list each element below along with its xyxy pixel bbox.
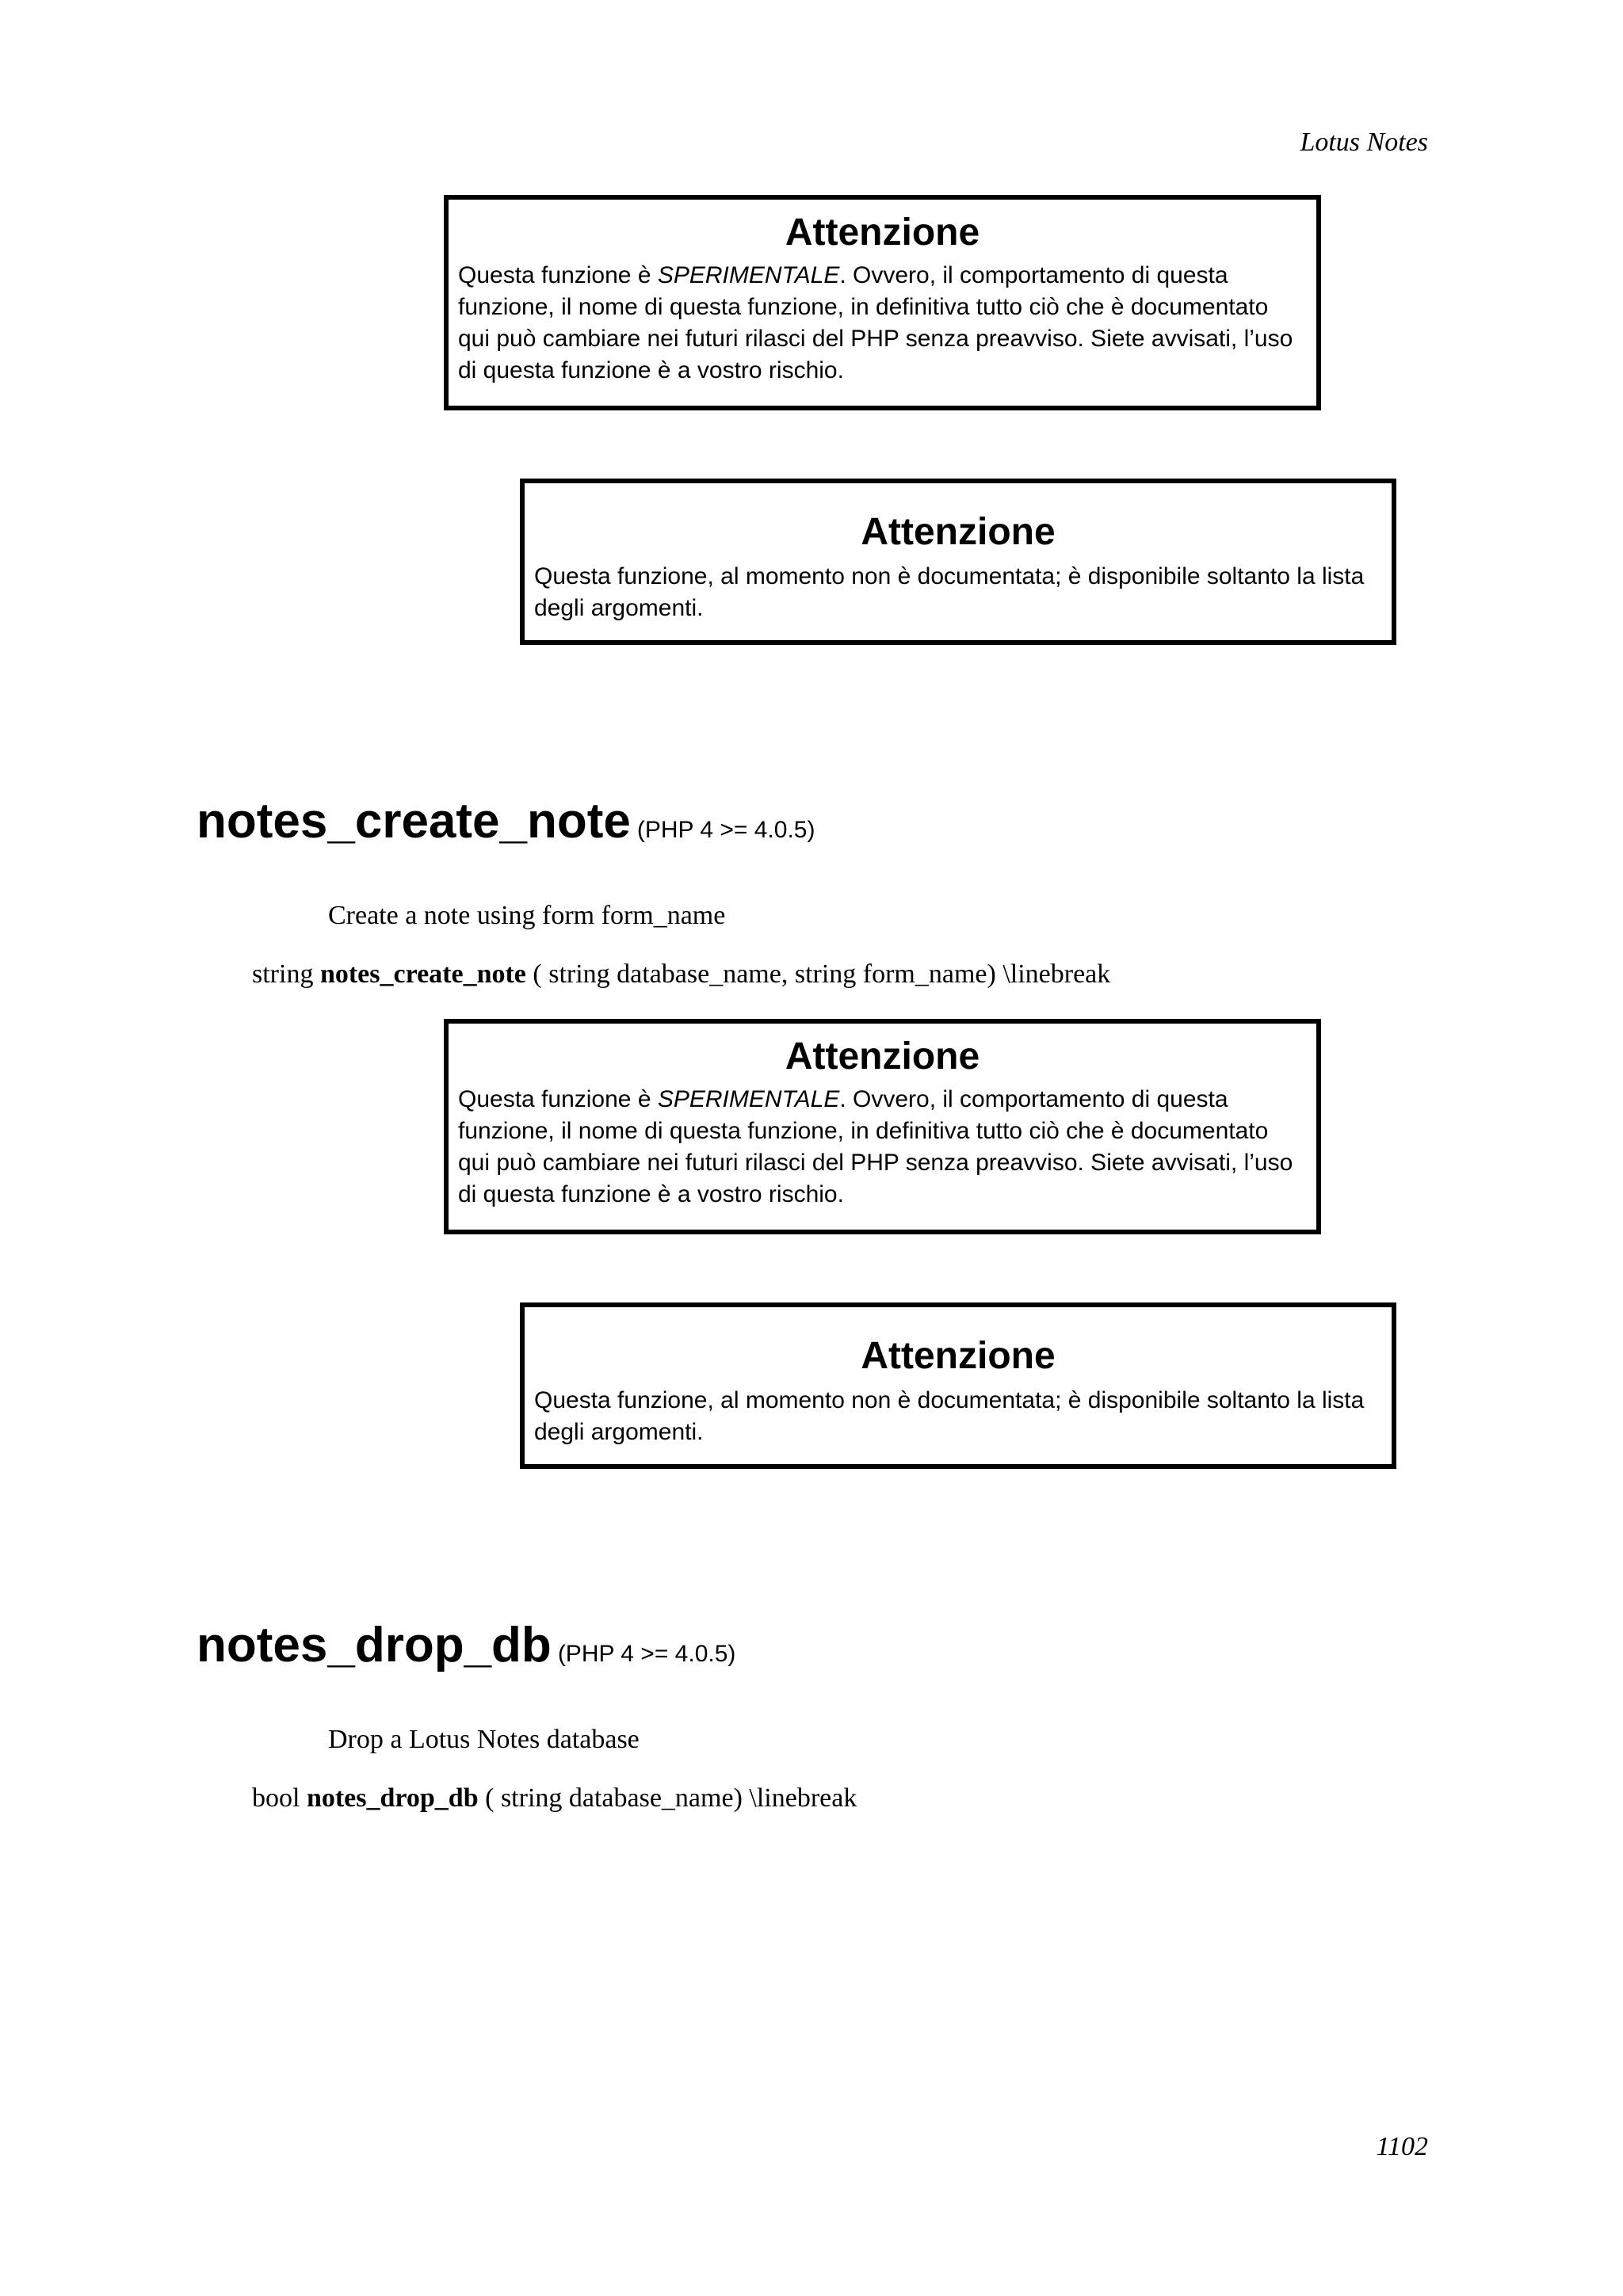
- warning-text: Questa funzione è SPERIMENTALE. Ovvero, il comportamento di questa funzione, il nome di questa funzione, in definitiva tutto ciò che è documentato qui può cambiare nei futuri rilasci del PHP senza preavviso. Siete avvisati, l’uso di questa funzione è a vostro rischio.: [458, 1086, 1293, 1207]
- function-name: notes_create_note: [197, 794, 631, 849]
- warning-emphasis: SPERIMENTALE: [657, 262, 840, 288]
- warning-title: Attenzione: [785, 1035, 980, 1077]
- function-synopsis: [252, 959, 1110, 990]
- function-version: (PHP 4 >= 4.0.5): [636, 817, 815, 843]
- return-type: string: [252, 959, 314, 989]
- synopsis-function-name: notes_drop_db: [306, 1783, 479, 1813]
- warning-title: Attenzione: [785, 212, 980, 254]
- function-heading: [197, 1618, 735, 1673]
- warning-title: Attenzione: [861, 511, 1056, 553]
- function-version: (PHP 4 >= 4.0.5): [557, 1641, 736, 1667]
- warning-text: Questa funzione è SPERIMENTALE. Ovvero, il comportamento di questa funzione, il nome di questa funzione, in definitiva tutto ciò che è documentato qui può cambiare nei futuri rilasci del PHP senza preavviso. Siete avvisati, l’uso di questa funzione è a vostro rischio.: [458, 262, 1293, 383]
- function-name: notes_drop_db: [197, 1618, 552, 1672]
- function-heading: [197, 794, 815, 849]
- return-type: bool: [252, 1783, 300, 1813]
- running-header: Lotus Notes: [1300, 128, 1428, 157]
- page-number: 1102: [1376, 2132, 1428, 2161]
- function-synopsis: [252, 1783, 857, 1814]
- function-purpose: Create a note using form form_name: [328, 901, 726, 930]
- synopsis-arguments: ( string database_name, string form_name) \linebreak: [525, 959, 1111, 989]
- synopsis-arguments: ( string database_name) \linebreak: [478, 1783, 857, 1813]
- synopsis-function-name: notes_create_note: [319, 959, 526, 989]
- warning-title: Attenzione: [861, 1335, 1056, 1377]
- function-purpose: Drop a Lotus Notes database: [328, 1725, 640, 1754]
- warning-emphasis: SPERIMENTALE: [657, 1086, 840, 1112]
- experimental-warning-box: [444, 1019, 1321, 1234]
- undocumented-warning-box: [520, 1302, 1396, 1469]
- undocumented-warning-box: [520, 479, 1396, 645]
- warning-text: Questa funzione, al momento non è documentata; è disponibile soltanto la lista degli argomenti.: [534, 1387, 1365, 1445]
- experimental-warning-box: [444, 195, 1321, 410]
- warning-text: Questa funzione, al momento non è documentata; è disponibile soltanto la lista degli argomenti.: [534, 563, 1365, 621]
